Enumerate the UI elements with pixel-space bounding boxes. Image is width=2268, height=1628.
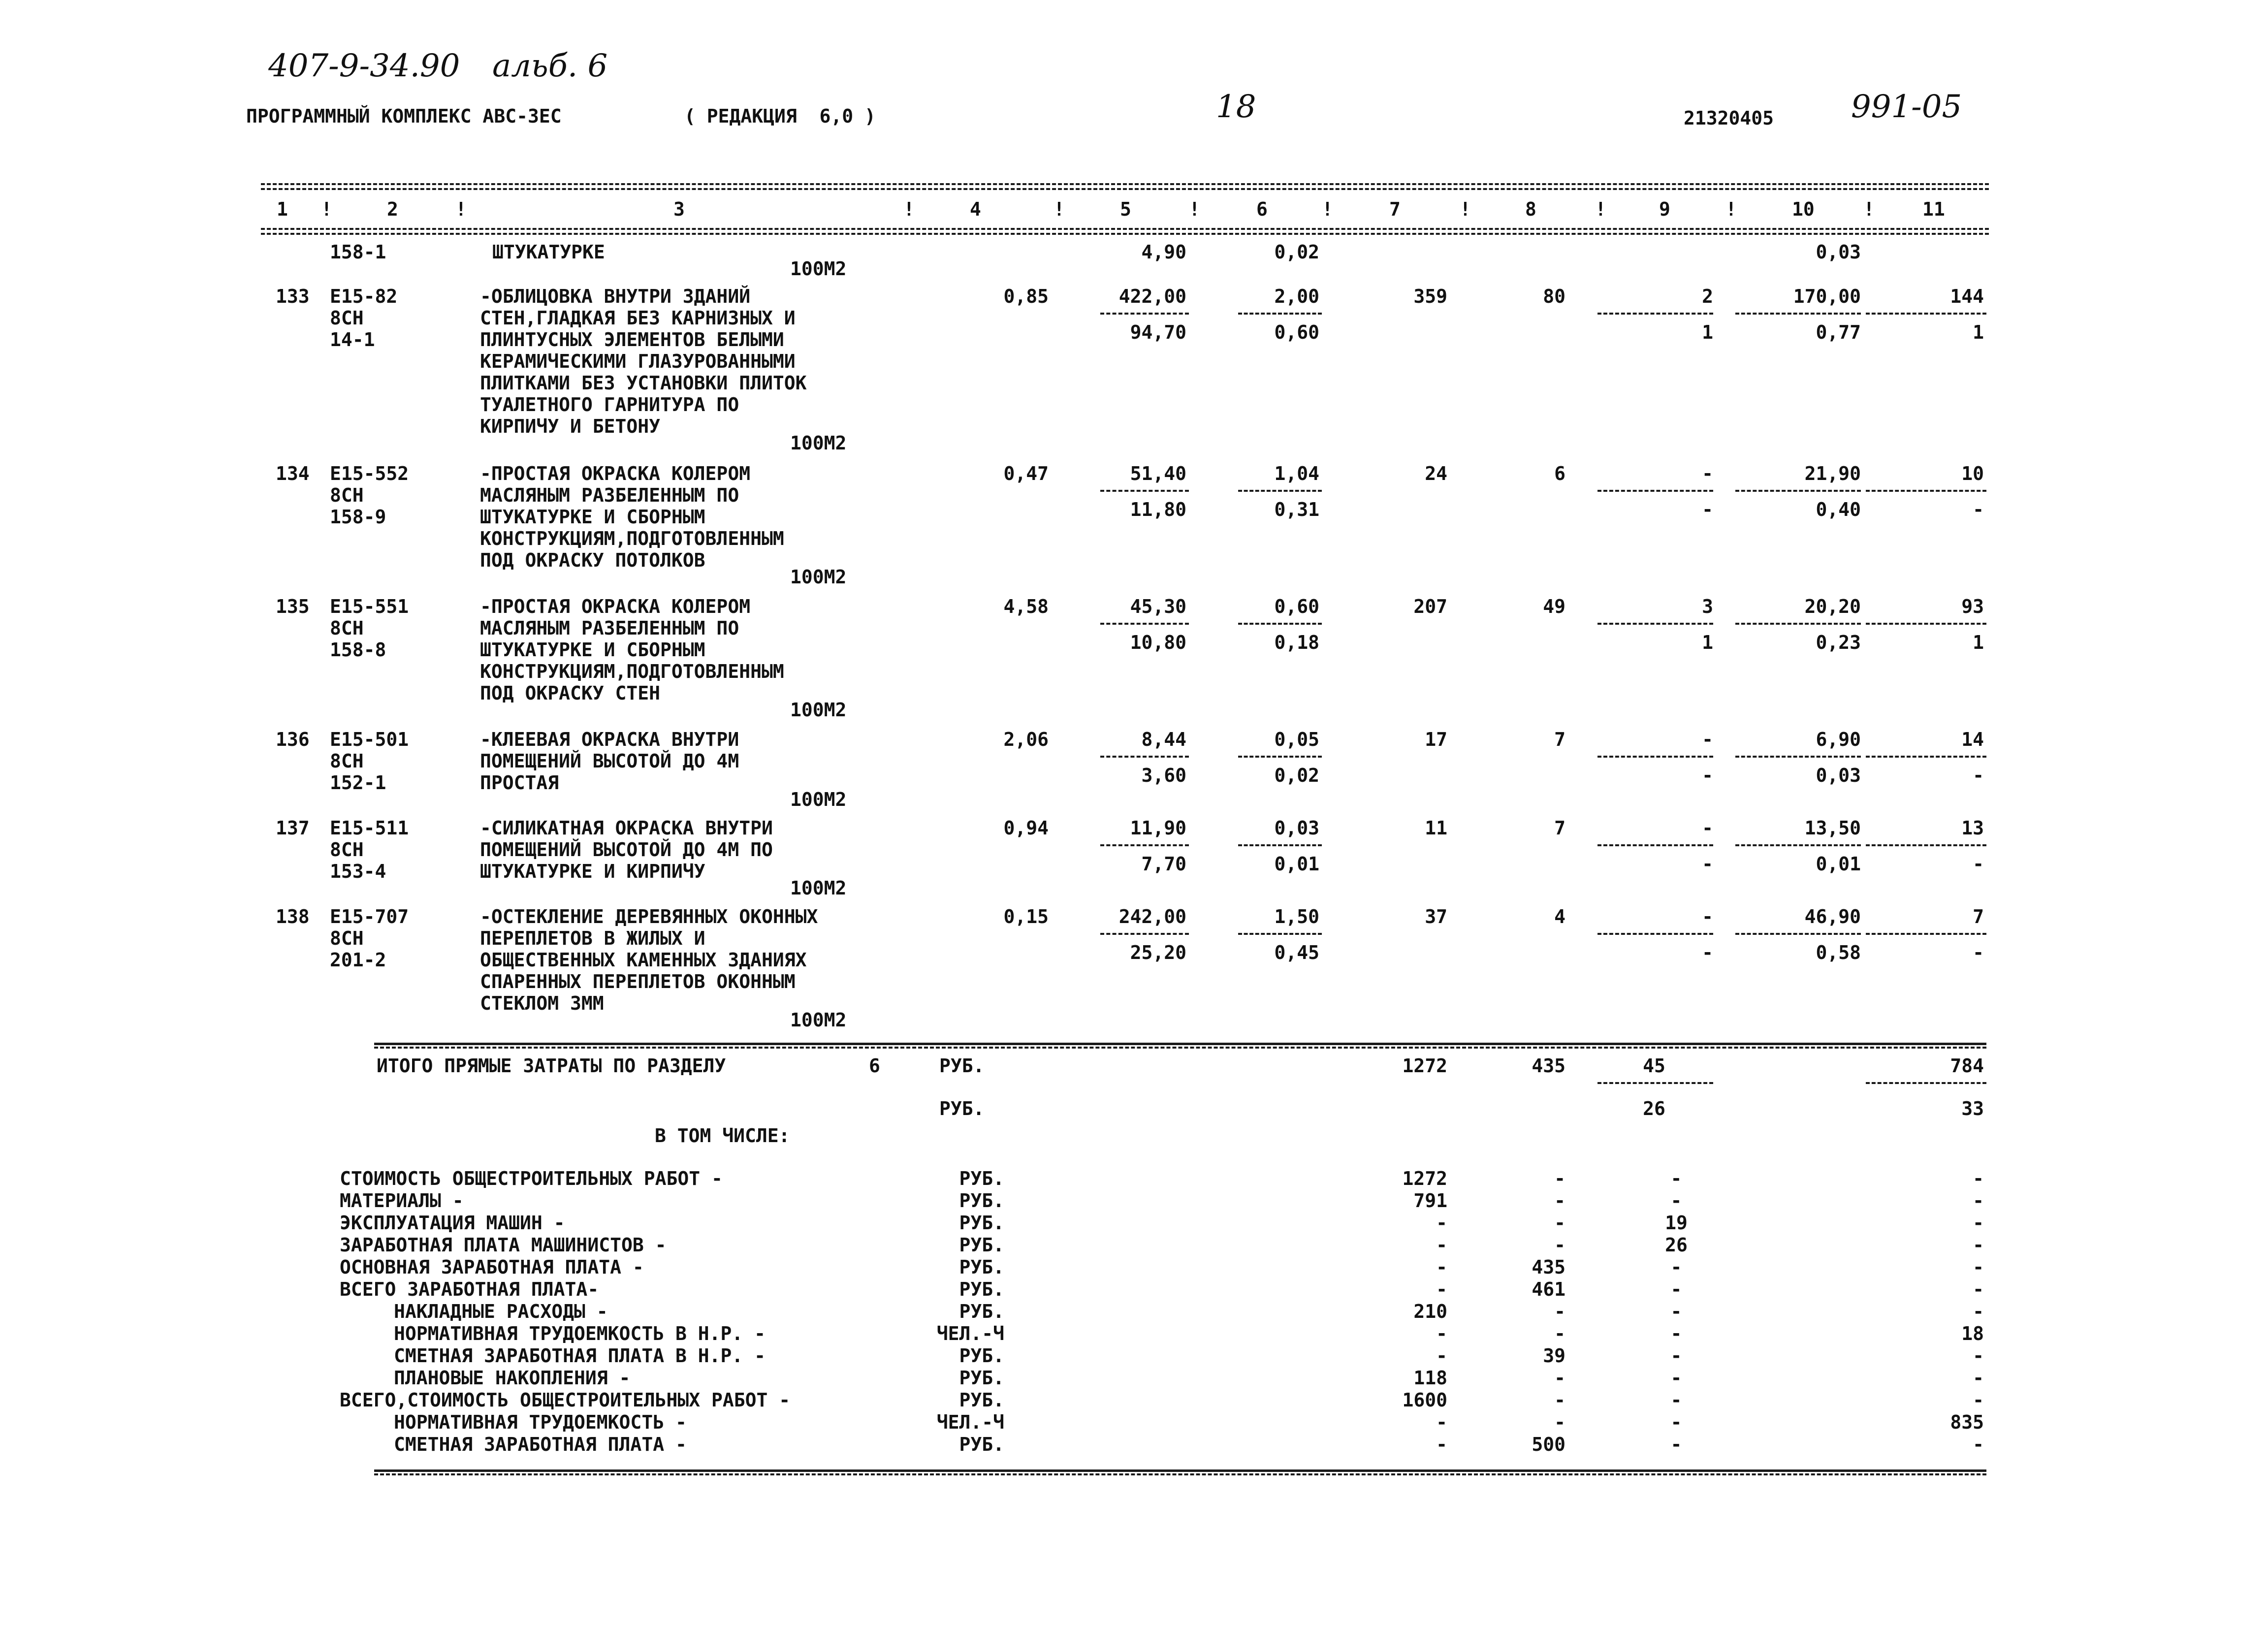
cost-wages: 6 [1554, 463, 1565, 484]
labor-total: 10 [1961, 463, 1984, 484]
norm-code: Е15-551 [330, 596, 409, 617]
summary-cost: - [1436, 1256, 1447, 1278]
cost-mach: 3 [1702, 596, 1713, 617]
unit-price-wages: 3,60 [1141, 765, 1186, 786]
norm-code: Е15-511 [330, 817, 409, 839]
norm-code-ref: 158-9 [330, 506, 386, 528]
unit-price: 242,00 [1118, 906, 1186, 927]
summary-cost: - [1436, 1234, 1447, 1256]
unit-mach-wages: 0,01 [1274, 853, 1319, 875]
summary-wages: - [1554, 1411, 1565, 1433]
summary-wages: - [1554, 1168, 1565, 1189]
header-rule-top [261, 183, 1989, 185]
summary-label: НОРМАТИВНАЯ ТРУДОЕМКОСТЬ - [394, 1411, 687, 1433]
labor: 13,50 [1804, 817, 1861, 839]
work-description-line: ПОД ОКРАСКУ СТЕН [480, 682, 661, 704]
cost-mach-wages: - [1702, 765, 1713, 786]
fraction-rule [1597, 756, 1713, 758]
norm-code-note: 8СН [330, 750, 364, 772]
labor-total2: 1 [1973, 321, 1984, 343]
unit-mach-wages: 0,18 [1274, 632, 1319, 653]
unit-price-wages: 11,80 [1130, 499, 1186, 520]
summary-wages: - [1554, 1190, 1565, 1212]
labor-unit2: 0,40 [1816, 499, 1861, 520]
col-sep: ! [1595, 198, 1606, 220]
summary-label: ЭКСПЛУАТАЦИЯ МАШИН - [340, 1212, 565, 1234]
unit-price: 45,30 [1130, 596, 1186, 617]
fraction-rule [1735, 933, 1861, 935]
fraction-rule [1100, 490, 1189, 492]
cost-mach: - [1702, 817, 1713, 839]
cost-total: 17 [1425, 729, 1447, 750]
summary-unit: РУБ. [959, 1434, 1004, 1455]
work-description-line: МАСЛЯНЫМ РАЗБЕЛЕННЫМ ПО [480, 617, 739, 639]
summary-label: СМЕТНАЯ ЗАРАБОТНАЯ ПЛАТА - [394, 1434, 687, 1455]
norm-code: Е15-82 [330, 286, 398, 307]
work-description-line: ПРОСТАЯ [480, 772, 559, 794]
norm-code-note: 8СН [330, 927, 364, 949]
cost-total: 24 [1425, 463, 1447, 484]
unit-mach-wages: 0,60 [1274, 321, 1319, 343]
work-description-line: ПЕРЕПЛЕТОВ В ЖИЛЫХ И [480, 927, 705, 949]
labor: 170,00 [1793, 286, 1861, 307]
work-description-line: СПАРЕННЫХ ПЕРЕПЛЕТОВ ОКОННЫМ [480, 971, 796, 992]
summary-cost: 210 [1413, 1301, 1447, 1322]
handwritten-ref: 991-05 [1851, 89, 1962, 125]
fraction-rule [1735, 490, 1861, 492]
fraction-rule [1735, 313, 1861, 315]
summary-label: НАКЛАДНЫЕ РАСХОДЫ - [394, 1301, 608, 1322]
quantity: 4,58 [1003, 596, 1049, 617]
labor-unit2: 0,77 [1816, 321, 1861, 343]
col-sep: ! [903, 198, 915, 220]
norm-code: Е15-501 [330, 729, 409, 750]
col-sep: ! [321, 198, 332, 220]
col-sep: ! [1322, 198, 1333, 220]
quantity: 2,06 [1003, 729, 1049, 750]
summary-mach: - [1670, 1278, 1682, 1300]
work-description-line: ПЛИТКАМИ БЕЗ УСТАНОВКИ ПЛИТОК [480, 372, 807, 394]
total-rule [374, 1043, 1986, 1045]
cost-wages: 49 [1543, 596, 1565, 617]
summary-label: СТОИМОСТЬ ОБЩЕСТРОИТЕЛЬНЫХ РАБОТ - [340, 1168, 723, 1189]
unit-of-measure: 100М2 [790, 1009, 847, 1031]
cost-mach-wages: 1 [1702, 632, 1713, 653]
summary-cost: - [1436, 1323, 1447, 1344]
cost-total: 207 [1413, 596, 1447, 617]
unit-of-measure: 100М2 [790, 432, 847, 454]
col-sep: ! [1054, 198, 1065, 220]
work-description-line: ПОМЕЩЕНИЙ ВЫСОТОЙ ДО 4М [480, 750, 739, 772]
cost-mach-wages: 1 [1702, 321, 1713, 343]
norm-code-note: 8СН [330, 617, 364, 639]
row-number: 138 [276, 906, 310, 927]
summary-labor: - [1973, 1367, 1984, 1389]
summary-label: ВСЕГО,СТОИМОСТЬ ОБЩЕСТРОИТЕЛЬНЫХ РАБОТ - [340, 1389, 791, 1411]
summary-cost: - [1436, 1434, 1447, 1455]
summary-labor: - [1973, 1434, 1984, 1455]
work-description-line: -ПРОСТАЯ ОКРАСКА КОЛЕРОМ [480, 463, 751, 484]
unit-mach: 1,04 [1274, 463, 1319, 484]
bottom-rule [374, 1469, 1986, 1472]
work-description-line: ШТУКАТУРКЕ И СБОРНЫМ [480, 506, 705, 528]
summary-labor: - [1973, 1278, 1984, 1300]
summary-cost: - [1436, 1212, 1447, 1234]
labor-total2: - [1973, 942, 1984, 963]
labor-unit2: 0,01 [1816, 853, 1861, 875]
summary-mach: - [1670, 1168, 1682, 1189]
fraction-rule [1866, 313, 1986, 315]
fraction-rule [1866, 490, 1986, 492]
summary-label: ЗАРАБОТНАЯ ПЛАТА МАШИНИСТОВ - [340, 1234, 667, 1256]
summary-wages: - [1554, 1301, 1565, 1322]
summary-unit: РУБ. [959, 1278, 1004, 1300]
summary-mach: 19 [1665, 1212, 1688, 1234]
summary-wages: - [1554, 1212, 1565, 1234]
labor-unit2: 0,23 [1816, 632, 1861, 653]
fraction-rule [1238, 844, 1322, 846]
bottom-rule-2 [374, 1473, 1986, 1475]
cost-mach: - [1702, 463, 1713, 484]
header-rule-top-2 [261, 188, 1989, 190]
work-description-line: ШТУКАТУРКЕ И СБОРНЫМ [480, 639, 705, 661]
edition: ( РЕДАКЦИЯ 6,0 ) [684, 105, 876, 127]
summary-mach: - [1670, 1411, 1682, 1433]
cost-mach: - [1702, 906, 1713, 927]
summary-unit: ЧЕЛ.-Ч [936, 1323, 1004, 1344]
summary-labor: - [1973, 1190, 1984, 1212]
summary-mach: - [1670, 1345, 1682, 1367]
labor: 20,20 [1804, 596, 1861, 617]
labor: 21,90 [1804, 463, 1861, 484]
cost-mach-wages: - [1702, 499, 1713, 520]
total-labor-2: 33 [1961, 1098, 1984, 1119]
fraction-rule [1100, 756, 1189, 758]
work-description-line: ПОМЕЩЕНИЙ ВЫСОТОЙ ДО 4М ПО [480, 839, 773, 861]
col-header: 1 [277, 198, 288, 220]
col-sep: ! [1863, 198, 1875, 220]
work-description-line: КОНСТРУКЦИЯМ,ПОДГОТОВЛЕННЫМ [480, 661, 784, 682]
summary-mach: - [1670, 1301, 1682, 1322]
cost-total: 359 [1413, 286, 1447, 307]
unit-mach: 2,00 [1274, 286, 1319, 307]
unit-of-measure: 100М2 [790, 877, 847, 899]
summary-labor: - [1973, 1168, 1984, 1189]
norm-code-ref: 201-2 [330, 949, 386, 971]
cost-wages: 4 [1554, 906, 1565, 927]
labor: 46,90 [1804, 906, 1861, 927]
fraction-rule [1597, 623, 1713, 625]
unit-of-measure: 100М2 [790, 258, 847, 280]
labor-total2: 1 [1973, 632, 1984, 653]
summary-label: СМЕТНАЯ ЗАРАБОТНАЯ ПЛАТА В Н.Р. - [394, 1345, 766, 1367]
summary-unit: РУБ. [959, 1256, 1004, 1278]
summary-mach: - [1670, 1434, 1682, 1455]
col-header: 10 [1792, 198, 1815, 220]
summary-wages: - [1554, 1234, 1565, 1256]
fraction-rule [1238, 756, 1322, 758]
unit-price: 8,44 [1141, 729, 1186, 750]
fraction-rule [1100, 313, 1189, 315]
total-rule-2 [374, 1047, 1986, 1049]
unit-price-wages: 94,70 [1130, 321, 1186, 343]
norm-code: Е15-552 [330, 463, 409, 484]
unit-price: 422,00 [1118, 286, 1186, 307]
summary-mach: - [1670, 1256, 1682, 1278]
fraction-rule [1597, 313, 1713, 315]
summary-mach: - [1670, 1389, 1682, 1411]
summary-labor: - [1973, 1212, 1984, 1234]
summary-unit: РУБ. [959, 1389, 1004, 1411]
row-number: 136 [276, 729, 310, 750]
work-description-line: ПОД ОКРАСКУ ПОТОЛКОВ [480, 549, 705, 571]
unit-of-measure: 100М2 [790, 699, 847, 721]
col-header: 7 [1389, 198, 1401, 220]
row-number: 137 [276, 817, 310, 839]
cost-wages: 80 [1543, 286, 1565, 307]
labor: 6,90 [1816, 729, 1861, 750]
unit-price: 4,90 [1141, 241, 1186, 263]
summary-labor: - [1973, 1389, 1984, 1411]
labor-total: 93 [1961, 596, 1984, 617]
quantity: 0,85 [1003, 286, 1049, 307]
labor-total: 13 [1961, 817, 1984, 839]
labor-total: 7 [1973, 906, 1984, 927]
total-label: ИТОГО ПРЯМЫЕ ЗАТРАТЫ ПО РАЗДЕЛУ [377, 1055, 726, 1077]
unit-price-wages: 7,70 [1141, 853, 1186, 875]
summary-wages: 500 [1532, 1434, 1565, 1455]
fraction-rule [1100, 623, 1189, 625]
norm-code-ref: 158-1 [330, 241, 386, 263]
fraction-rule [1597, 1082, 1713, 1084]
summary-wages: - [1554, 1367, 1565, 1389]
fraction-rule [1866, 933, 1986, 935]
summary-labor: - [1973, 1345, 1984, 1367]
labor-total2: - [1973, 765, 1984, 786]
summary-unit: РУБ. [959, 1212, 1004, 1234]
row-number: 134 [276, 463, 310, 484]
fraction-rule [1597, 490, 1713, 492]
unit-mach: 1,50 [1274, 906, 1319, 927]
work-description-line: КЕРАМИЧЕСКИМИ ГЛАЗУРОВАННЫМИ [480, 351, 796, 372]
norm-code-ref: 158-8 [330, 639, 386, 661]
summary-cost: 791 [1413, 1190, 1447, 1212]
work-description-line: КОНСТРУКЦИЯМ,ПОДГОТОВЛЕННЫМ [480, 528, 784, 549]
summary-unit: ЧЕЛ.-Ч [936, 1411, 1004, 1433]
unit-price: 51,40 [1130, 463, 1186, 484]
fraction-rule [1238, 313, 1322, 315]
total-cost: 1272 [1402, 1055, 1447, 1077]
summary-wages: 39 [1543, 1345, 1565, 1367]
summary-label: ПЛАНОВЫЕ НАКОПЛЕНИЯ - [394, 1367, 631, 1389]
cost-wages: 7 [1554, 817, 1565, 839]
work-description-line: ОБЩЕСТВЕННЫХ КАМЕННЫХ ЗДАНИЯХ [480, 949, 807, 971]
cost-mach-wages: - [1702, 942, 1713, 963]
norm-code-ref: 153-4 [330, 861, 386, 882]
summary-mach: 26 [1665, 1234, 1688, 1256]
unit-mach-wages: 0,45 [1274, 942, 1319, 963]
summary-unit: РУБ. [959, 1190, 1004, 1212]
col-header: 6 [1256, 198, 1268, 220]
handwritten-code: 407-9-34.90 [268, 48, 460, 84]
fraction-rule [1866, 623, 1986, 625]
labor-unit2: 0,58 [1816, 942, 1861, 963]
summary-cost: 1272 [1402, 1168, 1447, 1189]
work-description-line: СТЕКЛОМ 3ММ [480, 992, 604, 1014]
cost-mach: - [1702, 729, 1713, 750]
labor-total: 14 [1961, 729, 1984, 750]
fraction-rule [1735, 844, 1861, 846]
work-description-line: ТУАЛЕТНОГО ГАРНИТУРА ПО [480, 394, 739, 415]
summary-labor: - [1973, 1301, 1984, 1322]
unit-of-measure: 100М2 [790, 566, 847, 588]
summary-labor: 18 [1961, 1323, 1984, 1344]
norm-code-note: 8СН [330, 484, 364, 506]
total-mach-2: 26 [1643, 1098, 1665, 1119]
total-mach: 45 [1643, 1055, 1665, 1077]
fraction-rule [1866, 756, 1986, 758]
norm-code-ref: 14-1 [330, 329, 375, 351]
summary-cost: - [1436, 1411, 1447, 1433]
col-header: 2 [387, 198, 398, 220]
unit-price: 11,90 [1130, 817, 1186, 839]
summary-mach: - [1670, 1323, 1682, 1344]
work-description-line: ШТУКАТУРКЕ [492, 241, 605, 263]
labor-total2: - [1973, 853, 1984, 875]
col-sep: ! [1460, 198, 1471, 220]
total-labor: 784 [1950, 1055, 1984, 1077]
fraction-rule [1735, 756, 1861, 758]
unit-price-wages: 10,80 [1130, 632, 1186, 653]
program-title: ПРОГРАММНЫЙ КОМПЛЕКС АВС-3ЕС [246, 105, 562, 127]
unit-mach: 0,60 [1274, 596, 1319, 617]
summary-cost: 1600 [1402, 1389, 1447, 1411]
handwritten-album: альб. 6 [492, 48, 608, 84]
norm-code-ref: 152-1 [330, 772, 386, 794]
cost-mach: 2 [1702, 286, 1713, 307]
summary-unit: РУБ. [959, 1345, 1004, 1367]
page-number: 18 [1216, 89, 1256, 125]
work-description-line: -СИЛИКАТНАЯ ОКРАСКА ВНУТРИ [480, 817, 773, 839]
work-description-line: -ОСТЕКЛЕНИЕ ДЕРЕВЯННЫХ ОКОННЫХ [480, 906, 818, 927]
summary-label: МАТЕРИАЛЫ - [340, 1190, 464, 1212]
summary-labor: - [1973, 1234, 1984, 1256]
total-unit: РУБ. [939, 1055, 985, 1077]
unit-mach: 0,05 [1274, 729, 1319, 750]
cost-mach-wages: - [1702, 853, 1713, 875]
fraction-rule [1100, 933, 1189, 935]
fraction-rule [1238, 490, 1322, 492]
total-unit-2: РУБ. [939, 1098, 985, 1119]
summary-unit: РУБ. [959, 1234, 1004, 1256]
work-description-line: СТЕН,ГЛАДКАЯ БЕЗ КАРНИЗНЫХ И [480, 307, 796, 329]
total-wages: 435 [1532, 1055, 1565, 1077]
labor-total: 144 [1950, 286, 1984, 307]
unit-price-wages: 25,20 [1130, 942, 1186, 963]
quantity: 0,47 [1003, 463, 1049, 484]
total-section: 6 [869, 1055, 880, 1077]
cost-total: 37 [1425, 906, 1447, 927]
summary-wages: - [1554, 1389, 1565, 1411]
labor-unit2: 0,03 [1816, 765, 1861, 786]
work-description-line: ПЛИНТУСНЫХ ЭЛЕМЕНТОВ БЕЛЫМИ [480, 329, 784, 351]
summary-unit: РУБ. [959, 1168, 1004, 1189]
norm-code-note: 8СН [330, 839, 364, 861]
header-rule-bottom [261, 228, 1989, 230]
col-sep: ! [455, 198, 467, 220]
work-description-line: -ПРОСТАЯ ОКРАСКА КОЛЕРОМ [480, 596, 751, 617]
summary-label: ОСНОВНАЯ ЗАРАБОТНАЯ ПЛАТА - [340, 1256, 644, 1278]
cost-wages: 7 [1554, 729, 1565, 750]
labor-total2: - [1973, 499, 1984, 520]
summary-unit: РУБ. [959, 1367, 1004, 1389]
fraction-rule [1597, 933, 1713, 935]
fraction-rule [1100, 844, 1189, 846]
quantity: 0,15 [1003, 906, 1049, 927]
norm-code: Е15-707 [330, 906, 409, 927]
work-description-line: -КЛЕЕВАЯ ОКРАСКА ВНУТРИ [480, 729, 739, 750]
quantity: 0,94 [1003, 817, 1049, 839]
unit-mach: 0,02 [1274, 241, 1319, 263]
col-header: 9 [1659, 198, 1670, 220]
unit-mach-wages: 0,02 [1274, 765, 1319, 786]
summary-wages: - [1554, 1323, 1565, 1344]
row-number: 135 [276, 596, 310, 617]
unit-mach: 0,03 [1274, 817, 1319, 839]
summary-label: НОРМАТИВНАЯ ТРУДОЕМКОСТЬ В Н.Р. - [394, 1323, 766, 1344]
col-header: 4 [970, 198, 981, 220]
cost-total: 11 [1425, 817, 1447, 839]
col-header: 5 [1120, 198, 1131, 220]
labor: 0,03 [1816, 241, 1861, 263]
col-sep: ! [1725, 198, 1737, 220]
fraction-rule [1238, 623, 1322, 625]
work-description-line: КИРПИЧУ И БЕТОНУ [480, 415, 661, 437]
doc-number: 21320405 [1684, 107, 1774, 129]
summary-mach: - [1670, 1190, 1682, 1212]
summary-labor: 835 [1950, 1411, 1984, 1433]
including-label: В ТОМ ЧИСЛЕ: [655, 1125, 790, 1147]
work-description-line: МАСЛЯНЫМ РАЗБЕЛЕННЫМ ПО [480, 484, 739, 506]
summary-cost: - [1436, 1345, 1447, 1367]
summary-labor: - [1973, 1256, 1984, 1278]
unit-mach-wages: 0,31 [1274, 499, 1319, 520]
header-rule-bottom-2 [261, 233, 1989, 235]
summary-cost: 118 [1413, 1367, 1447, 1389]
row-number: 133 [276, 286, 310, 307]
fraction-rule [1238, 933, 1322, 935]
work-description-line: ШТУКАТУРКЕ И КИРПИЧУ [480, 861, 705, 882]
col-header: 3 [673, 198, 685, 220]
fraction-rule [1597, 844, 1713, 846]
summary-label: ВСЕГО ЗАРАБОТНАЯ ПЛАТА- [340, 1278, 599, 1300]
fraction-rule [1735, 623, 1861, 625]
col-header: 11 [1922, 198, 1945, 220]
fraction-rule [1866, 844, 1986, 846]
summary-unit: РУБ. [959, 1301, 1004, 1322]
summary-wages: 435 [1532, 1256, 1565, 1278]
col-sep: ! [1189, 198, 1200, 220]
summary-mach: - [1670, 1367, 1682, 1389]
work-description-line: -ОБЛИЦОВКА ВНУТРИ ЗДАНИЙ [480, 286, 751, 307]
unit-of-measure: 100М2 [790, 789, 847, 810]
summary-cost: - [1436, 1278, 1447, 1300]
summary-wages: 461 [1532, 1278, 1565, 1300]
fraction-rule [1866, 1082, 1986, 1084]
norm-code-note: 8СН [330, 307, 364, 329]
col-header: 8 [1525, 198, 1536, 220]
